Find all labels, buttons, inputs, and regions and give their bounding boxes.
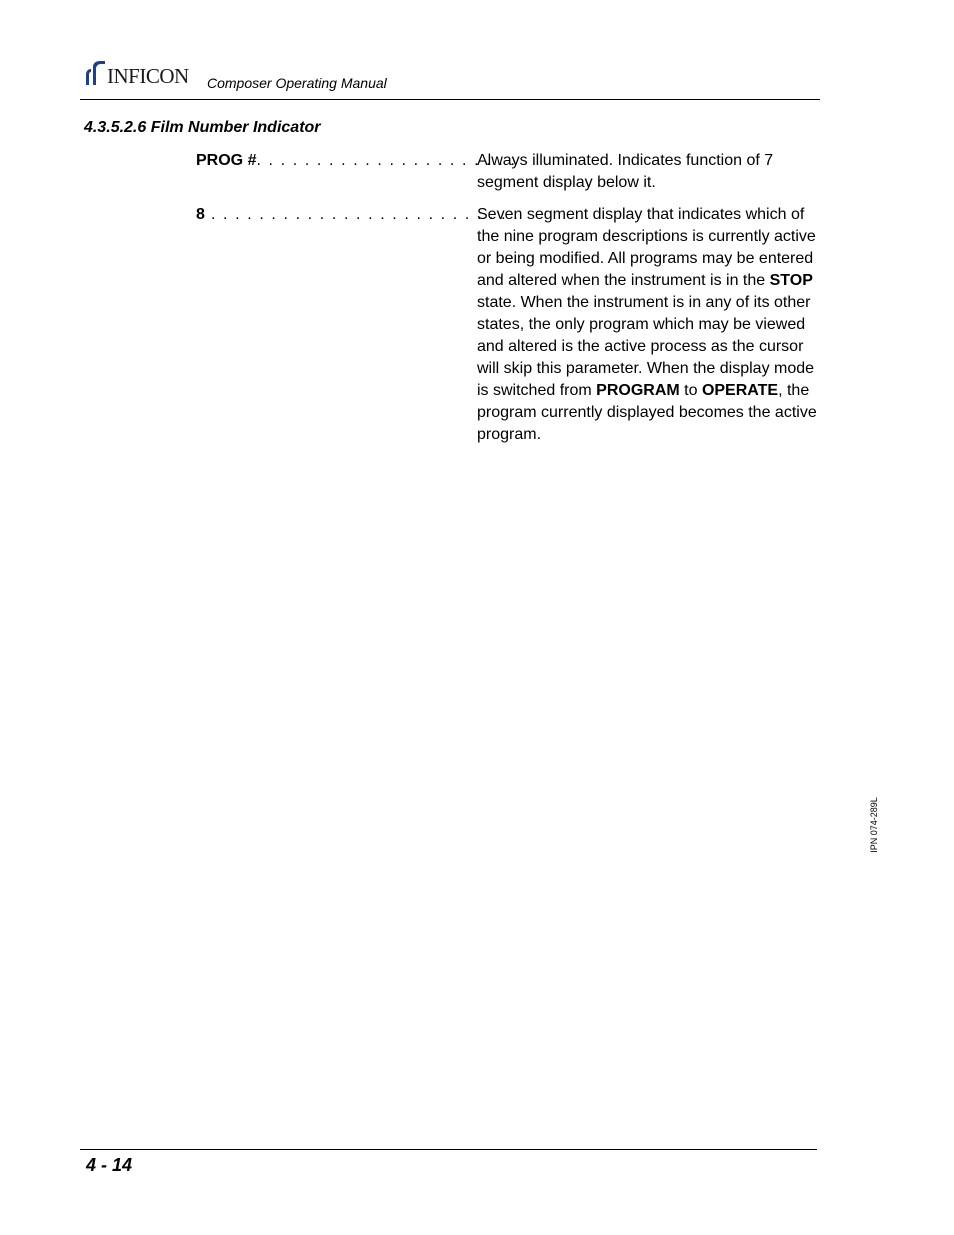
header-rule — [80, 99, 820, 100]
description-prog: Always illuminated. Indicates function of 7 segment display below it. — [477, 152, 774, 191]
term-8-label: 8 — [196, 206, 205, 223]
description-8-text-4: , the program currently displayed becomes the active program. — [477, 382, 817, 443]
description-8-text-3: to — [679, 382, 702, 399]
term-prog-label: PROG # — [196, 152, 257, 169]
document-title: Composer Operating Manual — [207, 75, 387, 91]
ipn-side-label: IPN 074-289L — [869, 797, 879, 853]
term-prog — [196, 150, 517, 172]
inficon-logo-text: INFICON — [107, 64, 189, 88]
program-keyword: PROGRAM — [596, 382, 680, 399]
footer-rule — [80, 1149, 817, 1150]
page-number: 4 - 14 — [86, 1155, 133, 1175]
inficon-logo-icon — [84, 61, 106, 87]
term-prog-leader: . . . . . . . . . . . . . . . . . . . . . . — [256, 152, 517, 169]
stop-keyword: STOP — [769, 272, 813, 289]
term-8 — [196, 204, 520, 226]
description-8-text-2: state. When the instrument is in any of its other states, the only program which may be viewed and altered is the active process as the cursor will skip this parameter. When the display mode is switched from — [477, 294, 815, 399]
section-heading: 4.3.5.2.6 Film Number Indicator — [84, 119, 321, 136]
description-8 — [477, 204, 817, 446]
description-8-text-1: Seven segment display that indicates which of the nine program descriptions is currently active or being modified. All programs may be entered and altered when the instrument is in the — [477, 206, 816, 289]
operate-keyword: OPERATE — [701, 382, 779, 399]
inficon-logo — [84, 61, 189, 87]
term-8-leader: . . . . . . . . . . . . . . . . . . . . . . . . . . — [204, 206, 520, 223]
